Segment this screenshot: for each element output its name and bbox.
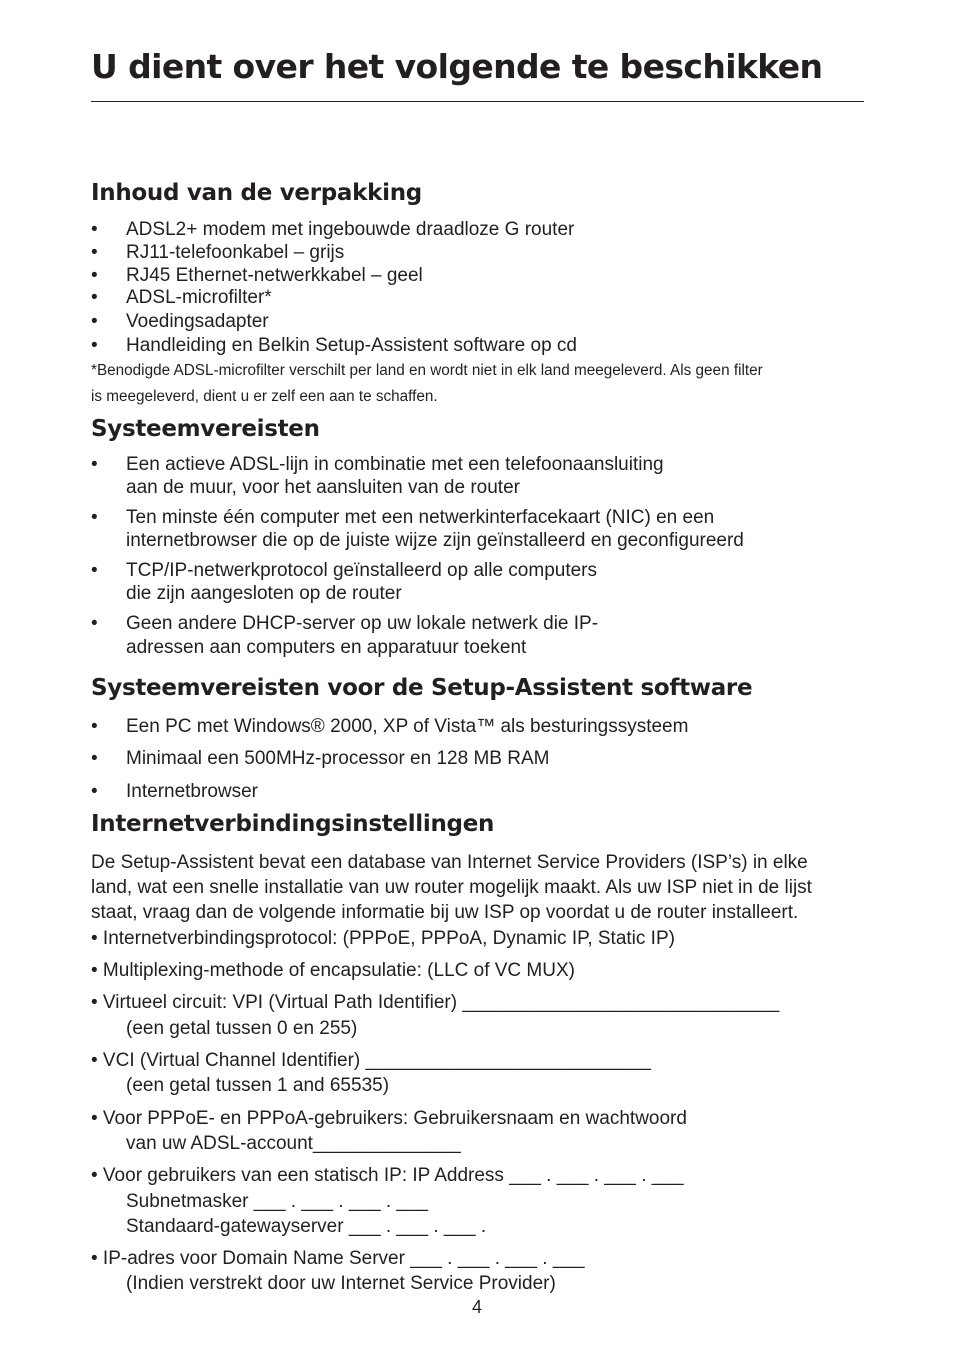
list-item-continuation: aan de muur, voor het aansluiten van de router: [126, 477, 520, 498]
settings-item: • Voor gebruikers van een statisch IP: IP Address ___ . ___ . ___ . ___: [91, 1165, 684, 1186]
list-item: TCP/IP-netwerkprotocol geïnstalleerd op alle computers: [126, 560, 598, 581]
list-item: Geen andere DHCP-server op uw lokale netwerk die IP-: [126, 613, 599, 634]
heading-package: Inhoud van de verpakking: [91, 180, 422, 206]
page-title: U dient over het volgende te beschikken: [91, 47, 823, 86]
list-item: Een PC met Windows® 2000, XP of Vista™ als besturingssysteem: [126, 716, 689, 737]
settings-item-continuation: Subnetmasker ___ . ___ . ___ . ___: [126, 1191, 429, 1212]
bullet: •: [91, 335, 98, 356]
list-item: Handleiding en Belkin Setup-Assistent software op cd: [126, 335, 577, 356]
list-item: RJ45 Ethernet-netwerkkabel – geel: [126, 265, 423, 286]
settings-item-continuation: van uw ADSL-account______________: [126, 1133, 461, 1154]
list-item: Minimaal een 500MHz-processor en 128 MB RAM: [126, 748, 550, 769]
list-item-continuation: adressen aan computers en apparatuur toekent: [126, 637, 527, 658]
list-item-continuation: internetbrowser die op de juiste wijze zijn geïnstalleerd en geconfigureerd: [126, 530, 744, 551]
bullet: •: [91, 311, 98, 332]
heading-software: Systeemvereisten voor de Setup-Assistent software: [91, 675, 753, 701]
bullet: •: [91, 507, 98, 528]
settings-item: • IP-adres voor Domain Name Server ___ . ___ . ___ . ___: [91, 1248, 585, 1269]
bullet: •: [91, 716, 98, 737]
paragraph-line: De Setup-Assistent bevat een database van Internet Service Providers (ISP’s) in elke: [91, 852, 808, 873]
list-item: ADSL-microfilter*: [126, 287, 272, 308]
bullet: •: [91, 242, 98, 263]
settings-item: • Virtueel circuit: VPI (Virtual Path Identifier) ______________________________: [91, 992, 780, 1013]
bullet: •: [91, 613, 98, 634]
settings-item-continuation: (Indien verstrekt door uw Internet Service Provider): [126, 1273, 556, 1294]
heading-system: Systeemvereisten: [91, 416, 320, 442]
list-item: Voedingsadapter: [126, 311, 269, 332]
bullet: •: [91, 454, 98, 475]
settings-item-continuation: Standaard-gatewayserver ___ . ___ . ___ .: [126, 1216, 487, 1237]
page-number: 4: [471, 1297, 482, 1317]
list-item: Internetbrowser: [126, 781, 259, 802]
settings-item-continuation: (een getal tussen 0 en 255): [126, 1018, 358, 1039]
list-item: Een actieve ADSL-lijn in combinatie met een telefoonaansluiting: [126, 454, 664, 475]
list-item: Ten minste één computer met een netwerkinterfacekaart (NIC) en een: [126, 507, 715, 528]
settings-item: • Multiplexing-methode of encapsulatie: (LLC of VC MUX): [91, 960, 575, 981]
footnote-line: *Benodigde ADSL-microfilter verschilt per land en wordt niet in elk land meegeleverd. Als geen filter: [91, 362, 763, 379]
list-item: RJ11-telefoonkabel – grijs: [126, 242, 345, 263]
bullet: •: [91, 219, 98, 240]
bullet: •: [91, 560, 98, 581]
bullet: •: [91, 287, 98, 308]
settings-item: • Internetverbindingsprotocol: (PPPoE, PPPoA, Dynamic IP, Static IP): [91, 928, 675, 949]
settings-item: • Voor PPPoE- en PPPoA-gebruikers: Gebruikersnaam en wachtwoord: [91, 1108, 687, 1129]
heading-internet: Internetverbindingsinstellingen: [91, 811, 495, 837]
footnote-line: is meegeleverd, dient u er zelf een aan te schaffen.: [91, 388, 438, 405]
paragraph-line: staat, vraag dan de volgende informatie bij uw ISP op voordat u de router installeert.: [91, 902, 799, 923]
list-item-continuation: die zijn aangesloten op de router: [126, 583, 402, 604]
bullet: •: [91, 748, 98, 769]
settings-item: • VCI (Virtual Channel Identifier) ___________________________: [91, 1050, 651, 1071]
list-item: ADSL2+ modem met ingebouwde draadloze G router: [126, 219, 575, 240]
title-rule: [91, 101, 864, 102]
bullet: •: [91, 265, 98, 286]
settings-item-continuation: (een getal tussen 1 and 65535): [126, 1075, 390, 1096]
paragraph-line: land, wat een snelle installatie van uw router mogelijk maakt. Als uw ISP niet in de lijst: [91, 877, 812, 898]
bullet: •: [91, 781, 98, 802]
